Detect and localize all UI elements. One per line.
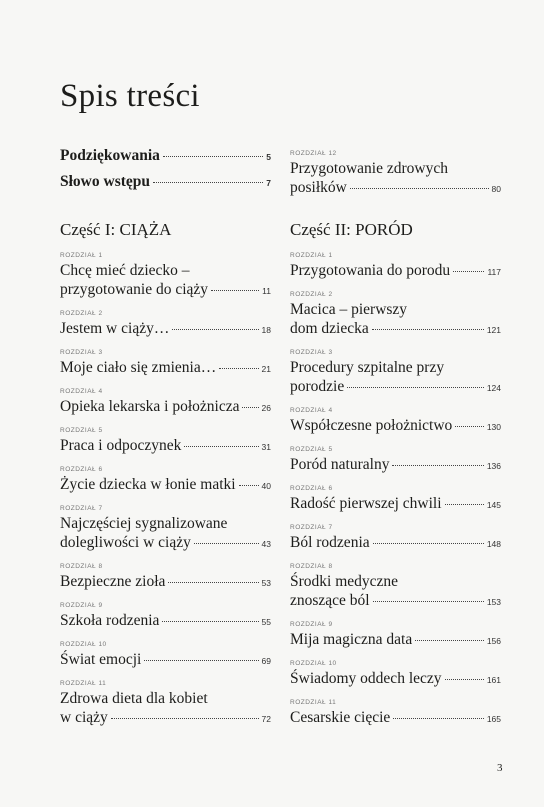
dot-leader: [194, 543, 259, 544]
dot-leader: [372, 329, 484, 330]
chapter-title-line: w ciąży: [60, 709, 108, 726]
chapter-label: ROZDZIAŁ 9: [290, 621, 333, 628]
page-ref: 31: [261, 442, 271, 452]
page-ref: 72: [261, 714, 271, 724]
chapter-title-line: Przygotowanie zdrowych: [290, 160, 448, 177]
chapter-title-line: Poród naturalny: [290, 456, 390, 473]
chapter-label: ROZDZIAŁ 2: [60, 310, 103, 317]
chapter-label: ROZDZIAŁ 7: [290, 524, 333, 531]
page-ref: 136: [486, 461, 501, 471]
dot-leader: [144, 660, 258, 661]
chapter-title-line: Praca i odpoczynek: [60, 437, 182, 454]
page-ref: 130: [486, 422, 501, 432]
chapter-title-line: znoszące ból: [290, 592, 370, 609]
chapter-title-line: Szkoła rodzenia: [60, 612, 160, 629]
dot-leader: [455, 426, 484, 427]
page-number: 3: [497, 762, 503, 774]
chapter-label: ROZDZIAŁ 2: [290, 291, 333, 298]
page-ref: 7: [266, 178, 271, 188]
chapter-label: ROZDZIAŁ 4: [60, 388, 103, 395]
page-ref: 161: [486, 675, 501, 685]
chapter-title-line: Radość pierwszej chwili: [290, 495, 442, 512]
chapter-title-line: Macica – pierwszy: [290, 301, 408, 318]
dot-leader: [350, 188, 489, 189]
chapter-label: ROZDZIAŁ 6: [60, 466, 103, 473]
dot-leader: [153, 182, 263, 183]
chapter-title-line: dolegliwości w ciąży: [60, 534, 191, 551]
toc-chapter-entry[interactable]: [60, 349, 271, 379]
page-ref: 153: [486, 597, 501, 607]
chapter-label: ROZDZIAŁ 4: [290, 407, 333, 414]
chapter-label: ROZDZIAŁ 6: [290, 485, 333, 492]
toc-chapter-entry[interactable]: [290, 485, 501, 515]
chapter-title-line: posiłków: [290, 179, 347, 196]
chapter-title-line: Chcę mieć dziecko –: [60, 262, 190, 279]
chapter-label: ROZDZIAŁ 8: [60, 563, 103, 570]
chapter-label: ROZDZIAŁ 10: [290, 660, 337, 667]
page-ref: 53: [261, 578, 271, 588]
dot-leader: [239, 485, 259, 486]
toc-chapter-entry[interactable]: [290, 291, 501, 340]
chapter-title-line: Zdrowa dieta dla kobiet: [60, 690, 208, 707]
dot-leader: [242, 407, 258, 408]
dot-leader: [373, 601, 484, 602]
page-ref: 121: [486, 325, 501, 335]
toc-chapter-entry[interactable]: [60, 252, 271, 301]
dot-leader: [445, 679, 484, 680]
toc-chapter-entry[interactable]: [60, 680, 271, 729]
page-ref: 148: [486, 539, 501, 549]
chapter-title-line: Moje ciało się zmienia…: [60, 359, 217, 376]
toc-entry-acknowledgements[interactable]: [60, 146, 271, 167]
chapter-title-line: Współczesne położnictwo: [290, 417, 453, 434]
dot-leader: [219, 368, 258, 369]
chapter-title-line: Ból rodzenia: [290, 534, 370, 551]
page-ref: 165: [486, 714, 501, 724]
chapter-title-line: Opieka lekarska i położnicza: [60, 398, 240, 415]
page-ref: 55: [261, 617, 271, 627]
toc-chapter-entry[interactable]: [60, 388, 271, 418]
toc-chapter-entry[interactable]: [290, 349, 501, 398]
chapter-label: ROZDZIAŁ 7: [60, 505, 103, 512]
toc-chapter-entry[interactable]: [290, 563, 501, 612]
chapter-title-line: Najczęściej sygnalizowane: [60, 515, 228, 532]
toc-chapter-entry[interactable]: [60, 310, 271, 340]
chapter-title-line: porodzie: [290, 378, 345, 395]
dot-leader: [163, 156, 263, 157]
toc-chapter-entry[interactable]: [60, 602, 271, 632]
page-ref: 80: [491, 184, 501, 194]
toc-chapter-entry[interactable]: [290, 660, 501, 690]
page-ref: 117: [487, 267, 501, 277]
chapter-title-line: przygotowanie do ciąży: [60, 281, 209, 298]
dot-leader: [211, 290, 259, 291]
page-ref: 156: [486, 636, 501, 646]
chapter-label: ROZDZIAŁ 5: [290, 446, 333, 453]
toc-chapter-entry[interactable]: [60, 427, 271, 457]
page-ref: 18: [261, 325, 271, 335]
dot-leader: [392, 465, 483, 466]
dot-leader: [162, 621, 258, 622]
chapter-title-line: Mija magiczna data: [290, 631, 413, 648]
chapter-title-line: dom dziecka: [290, 320, 369, 337]
entry-title: Słowo wstępu: [60, 173, 151, 190]
dot-leader: [347, 387, 484, 388]
toc-chapter-entry[interactable]: [290, 407, 501, 437]
dot-leader: [453, 271, 484, 272]
page-title: Spis treści: [60, 78, 200, 114]
toc-chapter-entry[interactable]: [290, 699, 501, 729]
chapter-label: ROZDZIAŁ 3: [290, 349, 333, 356]
chapter-title-line: Życie dziecka w łonie matki: [60, 476, 236, 493]
page-ref: 124: [486, 383, 501, 393]
dot-leader: [393, 718, 484, 719]
dot-leader: [184, 446, 258, 447]
chapter-title-line: Przygotowania do porodu: [290, 262, 451, 279]
chapter-title-line: Jestem w ciąży…: [60, 320, 170, 337]
toc-entry-preface[interactable]: [60, 172, 271, 193]
page-ref: 145: [486, 500, 501, 510]
chapter-label: ROZDZIAŁ 11: [290, 699, 337, 706]
page-ref: 5: [266, 152, 271, 162]
page-ref: 69: [261, 656, 271, 666]
page-ref: 26: [261, 403, 271, 413]
chapter-title-line: Środki medyczne: [290, 573, 399, 590]
chapter-label: ROZDZIAŁ 5: [60, 427, 103, 434]
part-heading-2: Część II: PORÓD: [290, 220, 413, 239]
chapter-label: ROZDZIAŁ 8: [290, 563, 333, 570]
chapter-label: ROZDZIAŁ 9: [60, 602, 103, 609]
toc-chapter-entry[interactable]: [290, 524, 501, 554]
chapter-title-line: Świat emocji: [60, 651, 142, 668]
toc-chapter-entry[interactable]: [290, 150, 501, 199]
toc-chapter-entry[interactable]: [290, 252, 501, 282]
entry-title: Podziękowania: [60, 147, 160, 164]
dot-leader: [445, 504, 484, 505]
toc-chapter-entry[interactable]: [60, 563, 271, 593]
page-ref: 21: [261, 364, 271, 374]
toc-chapter-entry[interactable]: [290, 446, 501, 476]
dot-leader: [168, 582, 258, 583]
page-ref: 43: [261, 539, 271, 549]
chapter-label: ROZDZIAŁ 1: [60, 252, 103, 259]
part-heading-1: Część I: CIĄŻA: [60, 220, 172, 239]
dot-leader: [415, 640, 484, 641]
chapter-label: ROZDZIAŁ 12: [290, 150, 337, 157]
toc-chapter-entry[interactable]: [60, 505, 271, 554]
chapter-label: ROZDZIAŁ 11: [60, 680, 107, 687]
page-ref: 40: [261, 481, 271, 491]
toc-chapter-entry[interactable]: [290, 621, 501, 651]
chapter-label: ROZDZIAŁ 1: [290, 252, 333, 259]
chapter-title-line: Cesarskie cięcie: [290, 709, 391, 726]
chapter-title-line: Świadomy oddech leczy: [290, 670, 442, 687]
chapter-title-line: Procedury szpitalne przy: [290, 359, 445, 376]
chapter-label: ROZDZIAŁ 10: [60, 641, 107, 648]
toc-chapter-entry[interactable]: [60, 466, 271, 496]
dot-leader: [172, 329, 258, 330]
toc-chapter-entry[interactable]: [60, 641, 271, 671]
chapter-title-line: Bezpieczne zioła: [60, 573, 166, 590]
chapter-label: ROZDZIAŁ 3: [60, 349, 103, 356]
page-ref: 11: [262, 286, 271, 296]
dot-leader: [373, 543, 484, 544]
dot-leader: [111, 718, 259, 719]
